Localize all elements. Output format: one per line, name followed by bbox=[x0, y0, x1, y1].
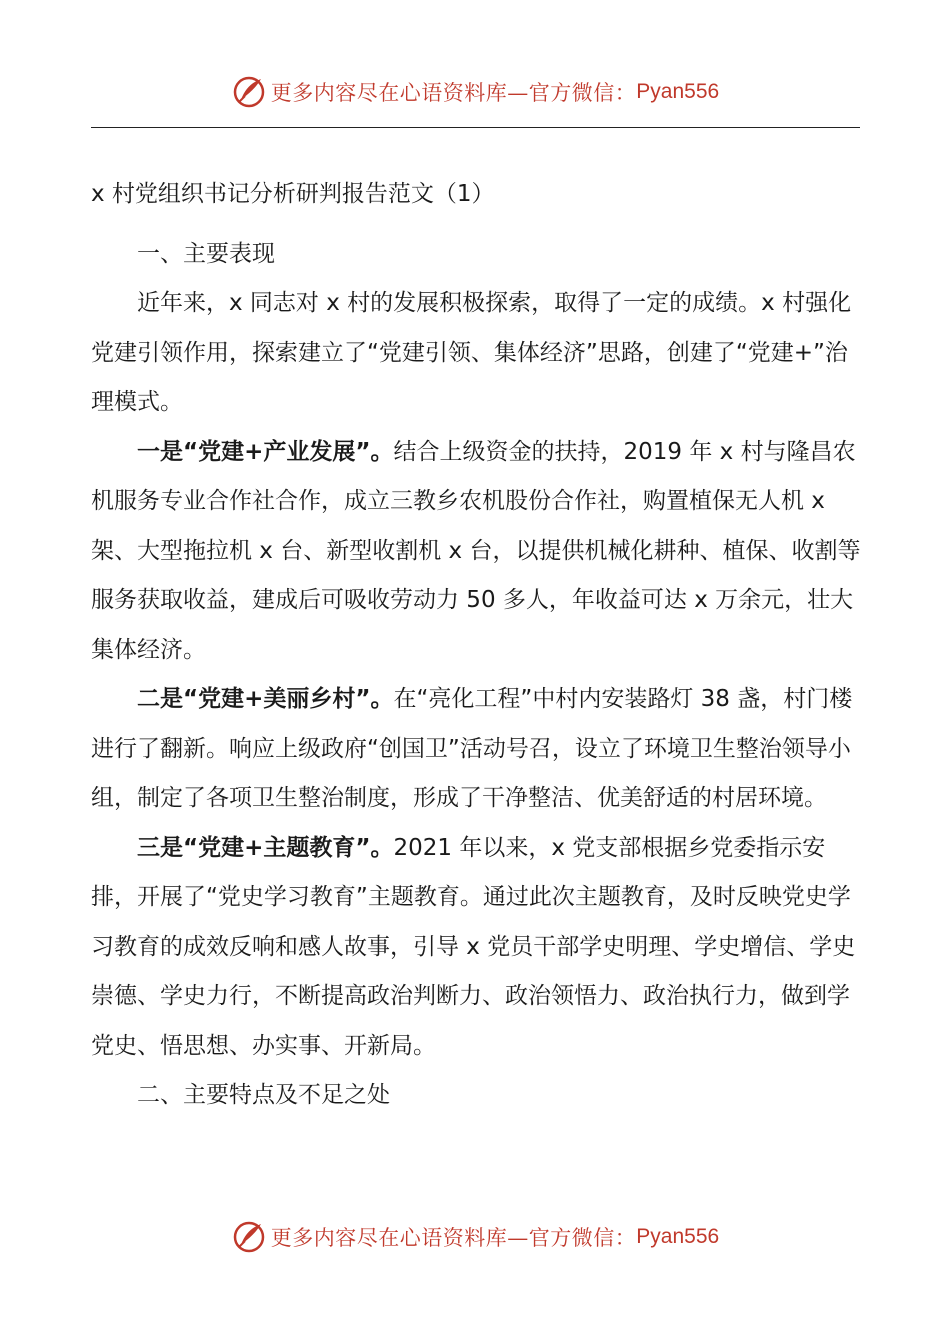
header-banner bbox=[0, 72, 950, 112]
banner-wechat-id: Pyan556 bbox=[636, 80, 720, 103]
item1-lead: 一是“党建+产业发展”。 bbox=[137, 438, 394, 465]
item1-paragraph bbox=[91, 428, 863, 676]
document-title: x 村党组织书记分析研判报告范文（1） bbox=[91, 181, 495, 207]
footer-banner bbox=[0, 1217, 950, 1257]
item2-lead: 二是“党建+美丽乡村”。 bbox=[137, 686, 394, 712]
banner-text: 更多内容尽在心语资料库—官方微信： bbox=[270, 81, 637, 105]
document-body bbox=[91, 170, 863, 1121]
header-divider bbox=[91, 127, 860, 128]
item3-lead: 三是“党建+主题教育”。 bbox=[137, 834, 394, 861]
item2-body: 在“亮化工程”中村内安装路灯 38 盏，村门楼进行了翻新。响应上级政府“创国卫”活动号召，设立了环境卫生整治领导小组，制定了各项卫生整治制度，形成了干净整洁、优美舒适的村居环境。 bbox=[91, 686, 853, 811]
intro-paragraph: 近年来，x 同志对 x 村的发展积极探索，取得了一定的成绩。x 村强化党建引领作用，探索建立了“党建引领、集体经济”思路，创建了“党建+”治理模式。 bbox=[91, 290, 852, 415]
item2-paragraph bbox=[91, 675, 863, 824]
quill-seal-icon bbox=[231, 1219, 267, 1255]
section1-heading: 一、主要表现 bbox=[137, 240, 275, 267]
item1-body: 结合上级资金的扶持，2019 年 x 村与隆昌农机服务专业合作社合作，成立三教乡农机股份合作社，购置植保无人机 x 架、大型拖拉机 x 台、新型收割机 x 台，以提供机械化耕种、植保、收割等服务获取收益，建成后可吸收劳动力 50 多人，年收益可达 x 万余元，壮大集体经济。 bbox=[91, 438, 861, 663]
footer-banner-text: 更多内容尽在心语资料库—官方微信： bbox=[270, 1226, 637, 1250]
item3-body: 2021 年以来，x 党支部根据乡党委指示安排，开展了“党史学习教育”主题教育。通过此次主题教育，及时反映党史学习教育的成效反响和感人故事，引导 x 党员干部学史明理、学史增信、学史崇德、学史力行，不断提高政治判断力、政治领悟力、政治执行力，做到学党史、悟思想、办实事、开新局。 bbox=[91, 834, 856, 1059]
section2-heading: 二、主要特点及不足之处 bbox=[137, 1082, 390, 1108]
quill-seal-icon bbox=[231, 74, 267, 110]
item3-paragraph bbox=[91, 824, 863, 1072]
footer-wechat-id: Pyan556 bbox=[636, 1225, 720, 1248]
